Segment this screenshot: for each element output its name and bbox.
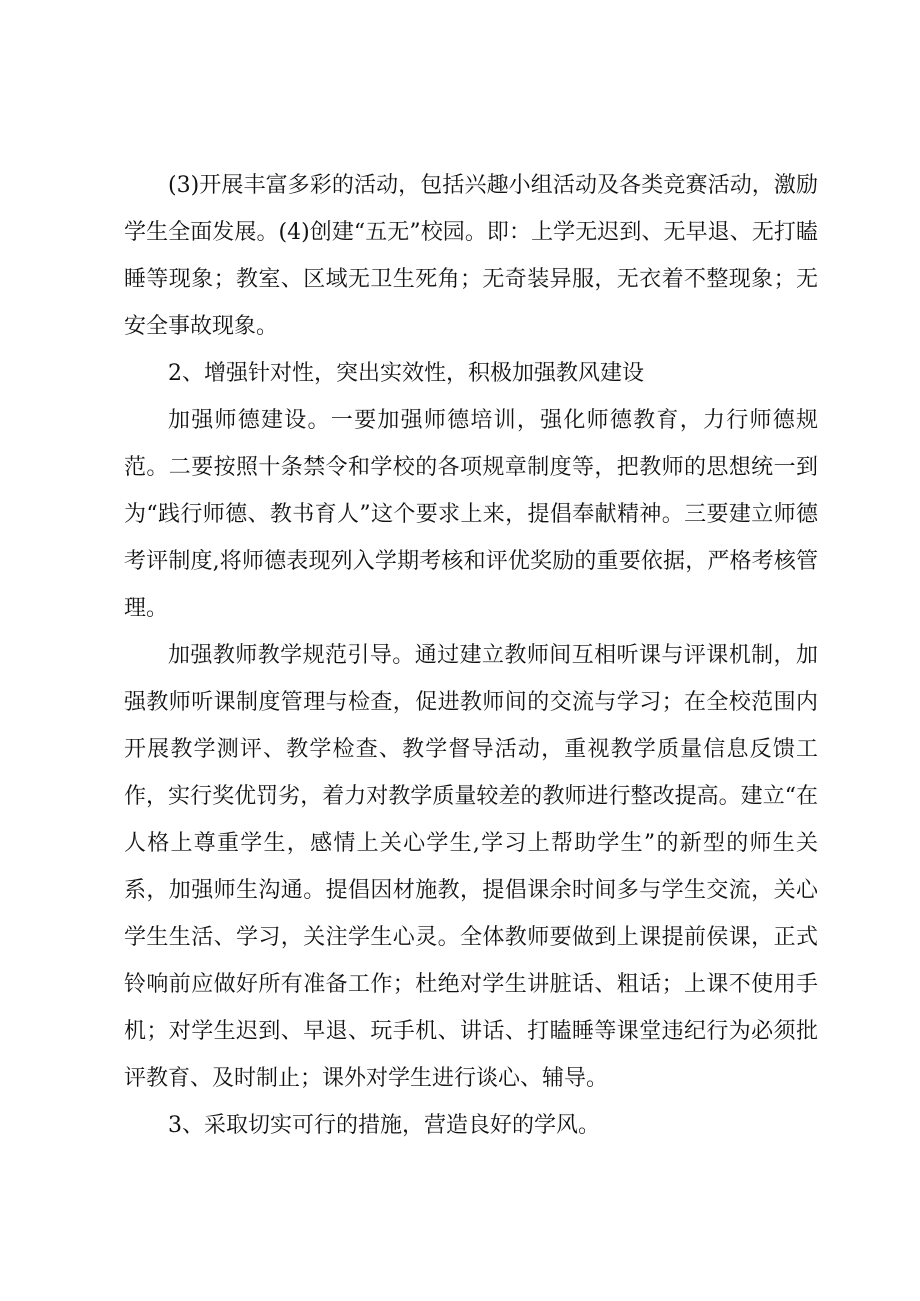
paragraph-teacher-ethics: 加强师德建设。一要加强师德培训，强化师德教育，力行师德规范。二要按照十条禁令和学校的各项规章制度等，把教师的思想统一到为“践行师德、教书育人”这个要求上来，提倡奉献精神。三要建立师德考评制度,将师德表现列入学期考核和评优奖励的重要依据，严格考核管理。 xyxy=(124,408,818,621)
paragraph-teaching-norms: 加强教师教学规范引导。通过建立教师间互相听课与评课机制，加强教师听课制度管理与检查，促进教师间的交流与学习；在全校范围内开展教学测评、教学检查、教学督导活动，重视教学质量信息反馈工作，实行奖优罚劣，着力对教学质量较差的教师进行整改提高。建立“在人格上尊重学生，感情上关心学生,学习上帮助学生”的新型的师生关系，加强师生沟通。提倡因材施教，提倡课余时间多与学生交流，关心学生生活、学习，关注学生心灵。全体教师要做到上课提前侯课，正式铃响前应做好所有准备工作；杜绝对学生讲脏话、粗话；上课不使用手机；对学生迟到、早退、玩手机、讲话、打瞌睡等课堂违纪行为必须批评教育、及时制止；课外对学生进行谈心、辅导。 xyxy=(124,643,818,1091)
paragraph-activities-five-no-campus: (3)开展丰富多彩的活动，包括兴趣小组活动及各类竞赛活动，激励学生全面发展。(4)创建“五无”校园。即：上学无迟到、无早退、无打瞌睡等现象；教室、区域无卫生死角；无奇装异服，无衣着不整现象；无安全事故现象。 xyxy=(124,173,818,339)
section-heading-teaching-style: 2、增强针对性，突出实效性，积极加强教风建设 xyxy=(168,361,644,386)
section-heading-study-style: 3、采取切实可行的措施，营造良好的学风。 xyxy=(168,1113,600,1138)
document-body xyxy=(124,162,818,1149)
